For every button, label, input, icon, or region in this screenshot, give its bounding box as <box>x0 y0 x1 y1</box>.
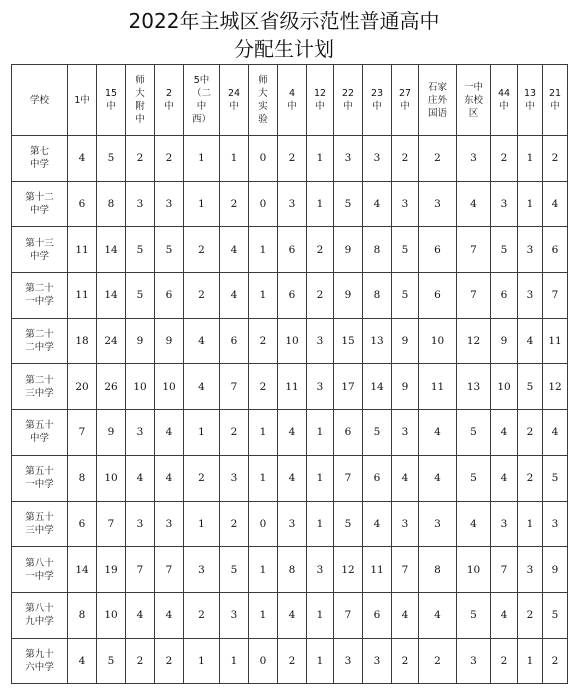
table-cell: 8 <box>97 181 126 227</box>
table-cell: 6 <box>220 318 249 364</box>
table-cell: 0 <box>249 181 278 227</box>
table-cell: 3 <box>457 638 491 684</box>
table-cell: 4 <box>278 410 307 456</box>
table-cell: 4 <box>220 227 249 273</box>
table-cell: 4 <box>392 455 419 501</box>
table-cell: 14 <box>68 547 97 593</box>
table-cell: 4 <box>457 501 491 547</box>
table-cell: 1 <box>249 227 278 273</box>
table-cell: 7 <box>491 547 518 593</box>
table-row <box>12 318 568 364</box>
table-cell: 1 <box>184 136 220 182</box>
table-cell: 1 <box>184 501 220 547</box>
table-cell: 15 <box>334 318 363 364</box>
table-cell: 3 <box>392 501 419 547</box>
table-cell: 2 <box>220 410 249 456</box>
column-header: 2 中 <box>155 65 184 136</box>
table-cell: 3 <box>334 638 363 684</box>
table-cell: 4 <box>491 410 518 456</box>
table-cell: 3 <box>491 501 518 547</box>
table-cell: 5 <box>457 592 491 638</box>
table-cell: 3 <box>184 547 220 593</box>
table-cell: 3 <box>307 364 334 410</box>
table-cell: 3 <box>419 501 457 547</box>
table-cell: 5 <box>392 273 419 319</box>
table-cell: 1 <box>220 638 249 684</box>
table-cell: 6 <box>68 181 97 227</box>
table-cell: 7 <box>457 227 491 273</box>
table-cell: 1 <box>518 181 543 227</box>
column-header: 23 中 <box>363 65 392 136</box>
table-cell: 3 <box>155 181 184 227</box>
table-cell: 8 <box>278 547 307 593</box>
table-cell: 11 <box>278 364 307 410</box>
table-cell: 7 <box>97 501 126 547</box>
table-row <box>12 501 568 547</box>
table-cell: 2 <box>419 638 457 684</box>
row-school-name: 第五十 一中学 <box>12 455 68 501</box>
table-row <box>12 227 568 273</box>
table-cell: 1 <box>518 501 543 547</box>
table-row <box>12 592 568 638</box>
table-cell: 10 <box>97 455 126 501</box>
table-cell: 10 <box>97 592 126 638</box>
table-cell: 8 <box>363 273 392 319</box>
table-cell: 9 <box>155 318 184 364</box>
table-cell: 12 <box>334 547 363 593</box>
table-cell: 3 <box>220 592 249 638</box>
table-cell: 3 <box>126 410 155 456</box>
table-cell: 4 <box>457 181 491 227</box>
table-row <box>12 136 568 182</box>
table-cell: 8 <box>68 455 97 501</box>
column-header: 一中 东校 区 <box>457 65 491 136</box>
table-row <box>12 455 568 501</box>
table-cell: 5 <box>392 227 419 273</box>
table-cell: 5 <box>220 547 249 593</box>
table-cell: 2 <box>155 638 184 684</box>
table-cell: 4 <box>491 455 518 501</box>
column-header: 师 大 实 验 <box>249 65 278 136</box>
table-cell: 20 <box>68 364 97 410</box>
row-school-name: 第七 中学 <box>12 136 68 182</box>
table-cell: 10 <box>457 547 491 593</box>
table-cell: 0 <box>249 501 278 547</box>
table-cell: 5 <box>97 638 126 684</box>
table-cell: 3 <box>543 501 568 547</box>
row-school-name: 第九十 六中学 <box>12 638 68 684</box>
table-cell: 2 <box>249 364 278 410</box>
table-cell: 4 <box>543 181 568 227</box>
table-cell: 6 <box>334 410 363 456</box>
row-school-name: 第八十 一中学 <box>12 547 68 593</box>
table-cell: 10 <box>491 364 518 410</box>
table-cell: 9 <box>334 273 363 319</box>
table-cell: 5 <box>334 181 363 227</box>
table-cell: 5 <box>155 227 184 273</box>
table-cell: 18 <box>68 318 97 364</box>
table-cell: 4 <box>68 136 97 182</box>
table-cell: 11 <box>363 547 392 593</box>
table-cell: 4 <box>518 318 543 364</box>
table-cell: 4 <box>155 410 184 456</box>
table-cell: 24 <box>97 318 126 364</box>
table-cell: 9 <box>491 318 518 364</box>
table-cell: 4 <box>419 410 457 456</box>
table-cell: 4 <box>392 592 419 638</box>
table-cell: 7 <box>155 547 184 593</box>
table-cell: 7 <box>334 455 363 501</box>
table-cell: 4 <box>278 455 307 501</box>
table-cell: 4 <box>419 455 457 501</box>
table-cell: 2 <box>518 592 543 638</box>
table-cell: 2 <box>518 455 543 501</box>
table-cell: 2 <box>184 592 220 638</box>
table-cell: 5 <box>518 364 543 410</box>
table-cell: 6 <box>491 273 518 319</box>
table-cell: 9 <box>126 318 155 364</box>
table-cell: 1 <box>249 547 278 593</box>
table-cell: 9 <box>334 227 363 273</box>
table-cell: 5 <box>491 227 518 273</box>
table-cell: 11 <box>419 364 457 410</box>
table-cell: 4 <box>184 318 220 364</box>
column-header: 师 大 附 中 <box>126 65 155 136</box>
table-cell: 6 <box>278 227 307 273</box>
table-cell: 1 <box>518 136 543 182</box>
table-cell: 10 <box>126 364 155 410</box>
table-header-row <box>12 65 568 136</box>
row-school-name: 第八十 九中学 <box>12 592 68 638</box>
table-cell: 4 <box>419 592 457 638</box>
table-cell: 13 <box>457 364 491 410</box>
table-cell: 3 <box>419 181 457 227</box>
table-cell: 3 <box>518 547 543 593</box>
table-cell: 2 <box>491 638 518 684</box>
table-cell: 10 <box>419 318 457 364</box>
table-cell: 12 <box>457 318 491 364</box>
table-cell: 0 <box>249 136 278 182</box>
table-cell: 2 <box>491 136 518 182</box>
table-cell: 10 <box>155 364 184 410</box>
table-cell: 2 <box>126 136 155 182</box>
table-cell: 9 <box>97 410 126 456</box>
table-cell: 4 <box>278 592 307 638</box>
table-cell: 3 <box>363 638 392 684</box>
table-row <box>12 638 568 684</box>
table-cell: 1 <box>249 273 278 319</box>
table-cell: 3 <box>518 273 543 319</box>
table-cell: 12 <box>543 364 568 410</box>
header-corner: 学校 <box>12 65 68 136</box>
table-cell: 5 <box>543 455 568 501</box>
row-school-name: 第五十 中学 <box>12 410 68 456</box>
column-header: 石家 庄外 国语 <box>419 65 457 136</box>
table-cell: 4 <box>155 455 184 501</box>
table-cell: 1 <box>184 638 220 684</box>
table-cell: 6 <box>68 501 97 547</box>
table-cell: 3 <box>278 181 307 227</box>
table-cell: 17 <box>334 364 363 410</box>
table-cell: 3 <box>334 136 363 182</box>
table-cell: 6 <box>419 227 457 273</box>
table-cell: 7 <box>543 273 568 319</box>
table-cell: 2 <box>249 318 278 364</box>
table-cell: 1 <box>307 501 334 547</box>
column-header: 22 中 <box>334 65 363 136</box>
table-row <box>12 547 568 593</box>
table-cell: 2 <box>184 455 220 501</box>
table-cell: 3 <box>155 501 184 547</box>
table-cell: 4 <box>220 273 249 319</box>
table-cell: 1 <box>307 410 334 456</box>
table-cell: 2 <box>543 638 568 684</box>
table-cell: 3 <box>126 501 155 547</box>
table-cell: 1 <box>220 136 249 182</box>
column-header: 44 中 <box>491 65 518 136</box>
column-header: 24 中 <box>220 65 249 136</box>
row-school-name: 第二十 二中学 <box>12 318 68 364</box>
table-cell: 2 <box>278 638 307 684</box>
table-cell: 2 <box>220 501 249 547</box>
row-school-name: 第十二 中学 <box>12 181 68 227</box>
table-cell: 2 <box>155 136 184 182</box>
table-cell: 7 <box>220 364 249 410</box>
table-cell: 5 <box>126 273 155 319</box>
table-cell: 5 <box>543 592 568 638</box>
table-cell: 2 <box>419 136 457 182</box>
table-cell: 6 <box>155 273 184 319</box>
table-cell: 3 <box>491 181 518 227</box>
table-cell: 7 <box>334 592 363 638</box>
table-cell: 4 <box>155 592 184 638</box>
table-cell: 2 <box>184 273 220 319</box>
column-header: 27 中 <box>392 65 419 136</box>
table-cell: 9 <box>392 318 419 364</box>
table-cell: 8 <box>419 547 457 593</box>
table-cell: 1 <box>249 592 278 638</box>
table-cell: 3 <box>126 181 155 227</box>
table-cell: 7 <box>392 547 419 593</box>
table-cell: 14 <box>97 227 126 273</box>
table-body <box>12 136 568 684</box>
row-school-name: 第五十 三中学 <box>12 501 68 547</box>
table-cell: 4 <box>491 592 518 638</box>
table-cell: 1 <box>249 410 278 456</box>
table-row <box>12 364 568 410</box>
table-cell: 1 <box>307 136 334 182</box>
table-cell: 4 <box>363 181 392 227</box>
table-cell: 1 <box>307 592 334 638</box>
column-header: 13 中 <box>518 65 543 136</box>
row-school-name: 第二十 三中学 <box>12 364 68 410</box>
table-cell: 1 <box>249 455 278 501</box>
table-cell: 3 <box>363 136 392 182</box>
table-cell: 2 <box>184 227 220 273</box>
table-cell: 4 <box>184 364 220 410</box>
row-school-name: 第十三 中学 <box>12 227 68 273</box>
table-cell: 5 <box>457 455 491 501</box>
column-header: 5中 （二 中 西） <box>184 65 220 136</box>
table-cell: 5 <box>126 227 155 273</box>
table-row <box>12 273 568 319</box>
table-cell: 6 <box>543 227 568 273</box>
table-cell: 14 <box>363 364 392 410</box>
table-cell: 4 <box>363 501 392 547</box>
column-header: 12 中 <box>307 65 334 136</box>
table-cell: 4 <box>126 455 155 501</box>
table-cell: 3 <box>457 136 491 182</box>
table-cell: 3 <box>278 501 307 547</box>
row-school-name: 第二十 一中学 <box>12 273 68 319</box>
table-cell: 13 <box>363 318 392 364</box>
table-cell: 2 <box>392 638 419 684</box>
column-header: 4 中 <box>278 65 307 136</box>
table-cell: 7 <box>457 273 491 319</box>
table-cell: 2 <box>307 227 334 273</box>
table-cell: 5 <box>97 136 126 182</box>
table-cell: 1 <box>184 181 220 227</box>
table-cell: 10 <box>278 318 307 364</box>
table-cell: 11 <box>68 273 97 319</box>
table-cell: 6 <box>363 455 392 501</box>
table-cell: 6 <box>363 592 392 638</box>
table-cell: 2 <box>543 136 568 182</box>
table-cell: 19 <box>97 547 126 593</box>
table-cell: 2 <box>307 273 334 319</box>
column-header: 15 中 <box>97 65 126 136</box>
table-cell: 7 <box>126 547 155 593</box>
table-row <box>12 181 568 227</box>
table-cell: 1 <box>184 410 220 456</box>
table-cell: 9 <box>392 364 419 410</box>
table-cell: 4 <box>543 410 568 456</box>
table-cell: 5 <box>334 501 363 547</box>
table-cell: 0 <box>249 638 278 684</box>
table-cell: 5 <box>457 410 491 456</box>
table-cell: 5 <box>363 410 392 456</box>
allocation-table <box>11 64 568 684</box>
table-cell: 26 <box>97 364 126 410</box>
table-cell: 14 <box>97 273 126 319</box>
table-cell: 11 <box>68 227 97 273</box>
document-title-line2: 分配生计划 <box>234 37 334 61</box>
table-cell: 9 <box>543 547 568 593</box>
table-cell: 2 <box>126 638 155 684</box>
table-row <box>12 410 568 456</box>
table-cell: 3 <box>392 410 419 456</box>
table-cell: 8 <box>68 592 97 638</box>
table-cell: 6 <box>278 273 307 319</box>
table-cell: 3 <box>220 455 249 501</box>
table-cell: 2 <box>278 136 307 182</box>
table-cell: 4 <box>68 638 97 684</box>
table-cell: 4 <box>126 592 155 638</box>
table-cell: 2 <box>518 410 543 456</box>
table-cell: 2 <box>220 181 249 227</box>
table-cell: 3 <box>392 181 419 227</box>
column-header: 1中 <box>68 65 97 136</box>
table-cell: 2 <box>392 136 419 182</box>
column-header: 21 中 <box>543 65 568 136</box>
table-cell: 11 <box>543 318 568 364</box>
table-cell: 8 <box>363 227 392 273</box>
table-cell: 3 <box>307 547 334 593</box>
table-cell: 1 <box>307 455 334 501</box>
document-title-line1: 2022年主城区省级示范性普通高中 <box>128 9 440 33</box>
table-cell: 6 <box>419 273 457 319</box>
table-cell: 7 <box>68 410 97 456</box>
table-cell: 3 <box>307 318 334 364</box>
table-cell: 3 <box>518 227 543 273</box>
table-cell: 1 <box>307 638 334 684</box>
table-cell: 1 <box>518 638 543 684</box>
table-cell: 1 <box>307 181 334 227</box>
